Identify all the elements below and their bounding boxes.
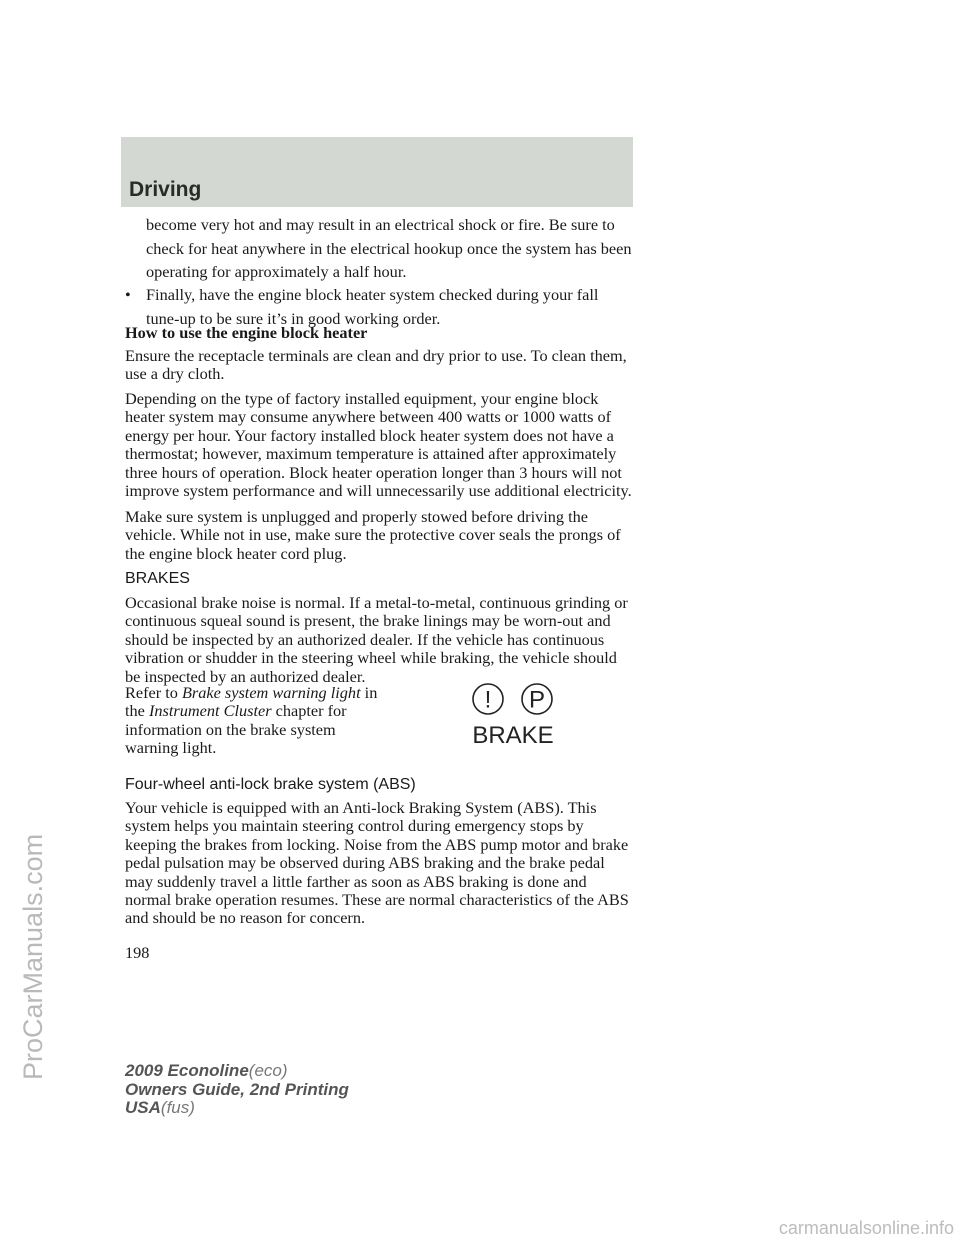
- bullet-symbol: •: [125, 285, 131, 304]
- brake-label: BRAKE: [472, 722, 554, 747]
- bullet-text: Finally, have the engine block heater system checked during your fall tune-up to be sure it’s in good working order.: [146, 285, 599, 328]
- block-heater-heading: How to use the engine block heater: [125, 323, 368, 342]
- block-heater-para-2: Depending on the type of factory installed equipment, your engine block heater system may consume anywhere between 400 watts or 1000 watts of energy per hour. Your factory installed block heater system does not have a thermostat; however, maximum temperature is attained after approximately three hours of operation. Block heater operation longer than 3 hours will not improve system performance and will unnecessarily use additional electricity.: [125, 389, 632, 501]
- footer-model: 2009 Econoline: [125, 1061, 249, 1080]
- block-heater-para-1: Ensure the receptacle terminals are clean and dry prior to use. To clean them, use a dry cloth.: [125, 346, 627, 384]
- exclamation-glyph: !: [484, 686, 492, 714]
- brake-warning-icon: [466, 683, 560, 747]
- block-heater-para-3: Make sure system is unplugged and properly stowed before driving the vehicle. While not in use, make sure the protective cover seals the prongs of the engine block heater cord plug.: [125, 507, 621, 563]
- abs-heading: Four-wheel anti-lock brake system (ABS): [125, 776, 416, 793]
- footer-market-code: (fus): [160, 1098, 195, 1117]
- bottom-watermark: carmanualsonline.info: [778, 1218, 954, 1238]
- brakes-heading: BRAKES: [125, 570, 190, 587]
- brake-warning-light-reference: Brake system warning light: [181, 683, 361, 702]
- continued-paragraph: become very hot and may result in an electrical shock or fire. Be sure to check for heat anywhere in the electrical hookup once the system has been operating for approximately a half hour.: [146, 215, 632, 281]
- brakes-paragraph: Occasional brake noise is normal. If a metal-to-metal, continuous grinding or continuous squeal sound is present, the brake linings may be worn-out and should be inspected by an authorized dealer. If the vehicle has continuous vibration or shudder in the steering wheel while braking, the vehicle should be inspected by an authorized dealer.: [125, 593, 628, 686]
- page-number: 198: [125, 943, 150, 962]
- side-watermark: ProCarManuals.com: [18, 833, 48, 1080]
- section-title: Driving: [129, 178, 202, 201]
- footer-model-code: (eco): [248, 1061, 288, 1080]
- abs-paragraph: Your vehicle is equipped with an Anti-lock Braking System (ABS). This system helps you maintain steering control during emergency stops by keeping the brakes from locking. Noise from the ABS pump motor and brake pedal pulsation may be observed during ABS braking and the brake pedal may suddenly travel a little farther as soon as ABS braking is done and normal brake operation resumes. These are normal characteristics of the ABS and should be no reason for concern.: [125, 798, 629, 928]
- instrument-cluster-reference: Instrument Cluster: [148, 701, 272, 721]
- brakes-refer-paragraph: Refer to Brake system warning light in the Instrument Cluster chapter for information on the brake system warning light.: [125, 683, 378, 758]
- footer: [125, 1062, 349, 1118]
- footer-market: USA: [125, 1098, 161, 1117]
- parking-glyph: P: [528, 686, 546, 714]
- footer-guide-title: Owners Guide, 2nd Printing: [125, 1079, 349, 1099]
